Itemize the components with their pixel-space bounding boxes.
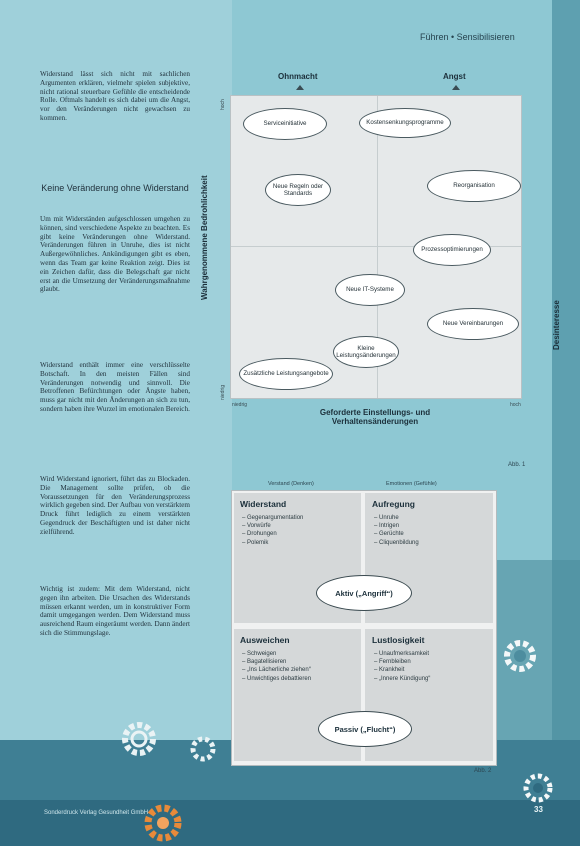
figure2-matrix (231, 490, 497, 766)
fig1-y-low: niedrig (220, 384, 226, 400)
fig1-y-high: hoch (220, 99, 226, 110)
ellipse-it-systeme: Neue IT-Systeme (335, 274, 405, 306)
fig1-label-angst: Angst (443, 72, 466, 81)
quadrant-title-widerstand: Widerstand (240, 499, 287, 509)
gear-icon (118, 718, 160, 760)
section-heading: Keine Veränderung ohne Widerstand (41, 183, 189, 193)
fig1-caption: Abb. 1 (508, 462, 526, 468)
body-paragraph-2: Um mit Widerständen aufgeschlossen umgehen zu können, sind verschiedene Aspekte zu beachten. Es gibt keine Veränderungen ohne Widerstand. Veränderungen führen in Unruhe, dies ist nicht Außergewöhnliches. Ankündigungen gibt es eben, wenn das Team gar keine Reaktion zeigt. Dies ist ein Zeichen dafür, dass die Belegschaft gar nicht erst an die Umsetzung der Veränderungsmaßnahme glaubt. (40, 215, 190, 294)
gear-icon (500, 636, 540, 676)
list-item: – Krankheit (374, 666, 430, 674)
fig1-x-high: hoch (510, 402, 521, 408)
ellipse-kostensenkung: Kostensenkungsprogramme (359, 108, 451, 138)
fig1-label-ohnmacht: Ohnmacht (278, 72, 318, 81)
arrow-up-icon (452, 85, 460, 90)
footer-text: Sonderdruck Verlag Gesundheit GmbH (44, 810, 149, 816)
bottom-band-dark (0, 800, 580, 846)
running-head: Führen • Sensibilisieren (420, 32, 515, 42)
ellipse-passiv: Passiv („Flucht“) (318, 711, 412, 747)
list-item: – Vorwürfe (242, 522, 303, 530)
quadrant-title-lustlosigkeit: Lustlosigkeit (372, 635, 425, 645)
list-item: – Bagatellisieren (242, 658, 311, 666)
list-item: – Unwichtiges debattieren (242, 675, 311, 683)
body-paragraph-3: Widerstand enthält immer eine verschlüsselte Botschaft. In den meisten Fällen sind Veränderungen notwendig und sinnvoll. Die Betroffenen Befürchtungen oder Ängste haben, muss gar nicht mit den Änderungen an sich zu tun, sondern haben ihre Wurzel im emotionalen Bereich. (40, 361, 190, 413)
ellipse-serviceinitiative: Serviceinitiative (243, 108, 327, 140)
gear-icon (520, 770, 556, 806)
fig1-x-axis-label: Geforderte Einstellungs- und Verhaltensänderungen (319, 408, 431, 426)
fig1-y-axis-label: Wahrgenommene Bedrohlichkeit (200, 175, 209, 300)
ellipse-reorganisation: Reorganisation (427, 170, 521, 202)
list-item: – „Innere Kündigung“ (374, 675, 430, 683)
list-lustlosigkeit (374, 650, 430, 683)
ellipse-prozess: Prozessoptimierungen (413, 234, 491, 266)
body-paragraph-5: Wichtig ist zudem: Mit dem Widerstand, nicht gegen ihn arbeiten. Die Ursachen des Widerstands müssen erkannt werden, um in konstruktiver Form damit umgegangen werden. Dem Widerstand muss ausreichend Raum eingeräumt werden. Dann ändert sich die Stimmungslage. (40, 585, 190, 637)
list-item: – Unruhe (374, 514, 419, 522)
list-item: – Gegenargumentation (242, 514, 303, 522)
gear-icon (140, 800, 186, 846)
ellipse-leistungsaenderung: Kleine Leistungsänderungen (333, 336, 399, 368)
ellipse-vereinbarungen: Neue Vereinbarungen (427, 308, 519, 340)
fig2-col-head-left: Verstand (Denken) (268, 481, 314, 487)
body-paragraph-4: Wird Widerstand ignoriert, führt das zu Blockaden. Die Management sollte prüfen, ob die Voraussetzungen für den Veränderungsprozess wirklich gegeben sind. Der Aufbau von verstärktem Druck führt lediglich zu einem verstärkten Gegendruck der Beschäftigten und ist daher nicht zielführend. (40, 475, 190, 536)
quadrant-title-ausweichen: Ausweichen (240, 635, 290, 645)
gear-icon (188, 734, 218, 764)
ellipse-aktiv: Aktiv („Angriff“) (316, 575, 412, 611)
fig2-col-head-right: Emotionen (Gefühle) (386, 481, 437, 487)
text-column-background (0, 0, 232, 846)
list-item: – Polemik (242, 539, 303, 547)
list-item: – Fernbleiben (374, 658, 430, 666)
list-item: – Unaufmerksamkeit (374, 650, 430, 658)
list-widerstand (242, 514, 303, 547)
fig1-x-low: niedrig (232, 402, 248, 408)
list-item: – Intrigen (374, 522, 419, 530)
list-item: – „Ins Lächerliche ziehen“ (242, 666, 311, 674)
list-item: – Schweigen (242, 650, 311, 658)
list-item: – Drohungen (242, 530, 303, 538)
list-item: – Gerüchte (374, 530, 419, 538)
quadrant-title-aufregung: Aufregung (372, 499, 415, 509)
fig2-caption: Abb. 2 (474, 768, 492, 774)
body-paragraph-1: Widerstand lässt sich nicht mit sachlichen Argumenten erklären, vielmehr spielen subjektive, nicht rational steuerbare Gefühle die entscheidende Rolle. Oftmals handelt es sich dabei um die Angst, vor den Veränderungen nicht gewachsen zu kommen. (40, 70, 190, 122)
figure1-matrix (230, 95, 522, 399)
list-ausweichen (242, 650, 311, 683)
arrow-up-icon (296, 85, 304, 90)
list-aufregung (374, 514, 419, 547)
fig1-right-label: Desinteresse (552, 300, 561, 350)
ellipse-regeln: Neue Regeln oder Standards (265, 174, 331, 206)
page-number: 33 (534, 805, 543, 814)
ellipse-leistungsangebote: Zusätzliche Leistungsangebote (239, 358, 333, 390)
list-item: – Cliquenbildung (374, 539, 419, 547)
